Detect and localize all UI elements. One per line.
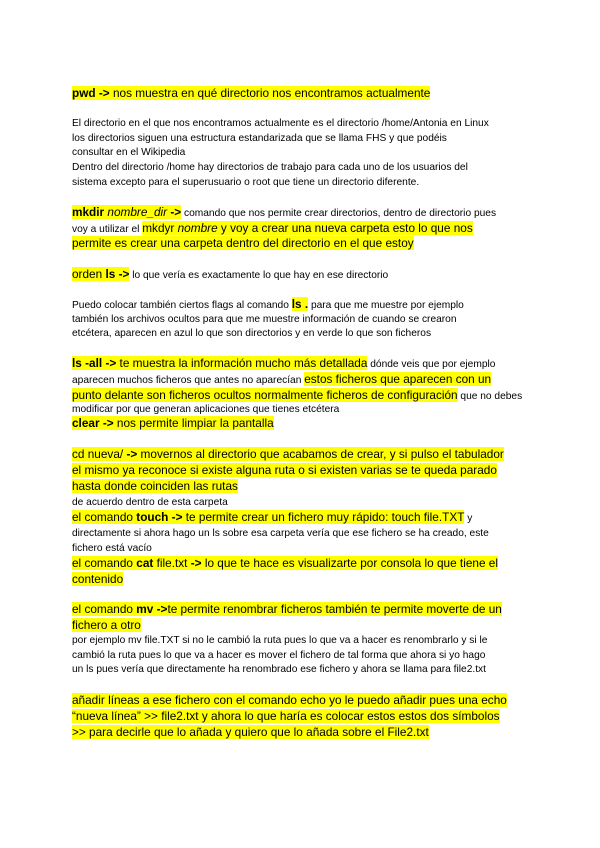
cat-line: el comando cat file.txt -> lo que te hace es visualizarte por consola lo que tiene el: [72, 556, 498, 570]
paragraph-line: fichero está vacío: [72, 543, 152, 554]
paragraph-line: Puedo colocar también ciertos flags al comando ls . para que me muestre por ejemplo: [72, 297, 464, 311]
paragraph-line: sistema excepto para el superusuario o root que tiene un directorio diferente.: [72, 177, 420, 188]
paragraph-line: consultar en el Wikipedia: [72, 147, 186, 158]
paragraph-line: aparecen muchos ficheros que antes no aparecían estos ficheros que aparecen con un: [72, 372, 492, 386]
paragraph-line: de acuerdo dentro de esta carpeta: [72, 497, 228, 508]
echo-line: añadir líneas a ese fichero con el comando echo yo le puedo añadir pues una echo: [72, 693, 507, 707]
pwd-command: pwd ->: [72, 86, 110, 100]
mkdir-line: mkdir nombre_dir -> comando que nos permite crear directorios, dentro de directorio pues: [72, 205, 497, 219]
ls-line: orden ls -> lo que vería es exactamente lo que hay en ese directorio: [72, 267, 389, 281]
paragraph-line: contenido: [72, 572, 124, 586]
paragraph-line: voy a utilizar el mkdyr nombre y voy a crear una nueva carpeta esto lo que nos: [72, 221, 473, 235]
echo-line: “nueva línea” >> file2.txt y ahora lo que haría es colocar estos estos dos símbolos: [72, 709, 500, 723]
clear-line: clear -> nos permite limpiar la pantalla: [72, 416, 274, 430]
cd-line: cd nueva/ -> movernos al directorio que acabamos de crear, y si pulso el tabulador: [72, 447, 504, 461]
paragraph-line: El directorio en el que nos encontramos actualmente es el directorio /home/Antonia en Linux: [72, 118, 489, 129]
paragraph-line: por ejemplo mv file.TXT si no le cambió la ruta pues lo que va a hacer es renombrarlo y si le: [72, 635, 488, 646]
paragraph-line: directamente si ahora hago un ls sobre esa carpeta vería que ese fichero se ha creado, este: [72, 528, 489, 539]
pwd-line: pwd -> nos muestra en qué directorio nos encontramos actualmente: [72, 86, 431, 100]
paragraph-line: permite es crear una carpeta dentro del directorio en el que estoy: [72, 236, 414, 250]
touch-line: el comando touch -> te permite crear un fichero muy rápido: touch file.TXT y: [72, 510, 473, 524]
paragraph-line: modificar por que generan aplicaciones que tienes etcétera: [72, 404, 340, 415]
paragraph-line: también los archivos ocultos para que me muestre información de cuando se crearon: [72, 314, 457, 325]
paragraph-line: hasta donde coinciden las rutas: [72, 479, 238, 493]
paragraph-line: fichero a otro: [72, 618, 141, 632]
paragraph-line: cambió la ruta pues lo que va a hacer es mover el fichero de tal forma que ahora si yo hago: [72, 650, 486, 661]
paragraph-line: un ls pues vería que directamente ha renombrado ese fichero y ahora se llama para file2.txt: [72, 664, 486, 675]
mv-line: el comando mv ->te permite renombrar ficheros también te permite moverte de un: [72, 602, 502, 616]
paragraph-line: Dentro del directorio /home hay directorios de trabajo para cada uno de los usuarios del: [72, 162, 468, 173]
echo-line: >> para decirle que lo añada y quiero que lo añada sobre el File2.txt: [72, 725, 429, 739]
paragraph-line: el mismo ya reconoce si existe alguna ruta o si existen varias se te queda parado: [72, 463, 497, 477]
paragraph-line: etcétera, aparecen en azul lo que son directorios y en verde lo que son ficheros: [72, 328, 432, 339]
paragraph-line: punto delante son ficheros ocultos normalmente ficheros de configuración que no debes: [72, 388, 523, 402]
ls-all-line: ls -all -> te muestra la información mucho más detallada dónde veis que por ejemplo: [72, 356, 496, 370]
paragraph-line: los directorios siguen una estructura estandarizada que se llama FHS y que podéis: [72, 133, 447, 144]
